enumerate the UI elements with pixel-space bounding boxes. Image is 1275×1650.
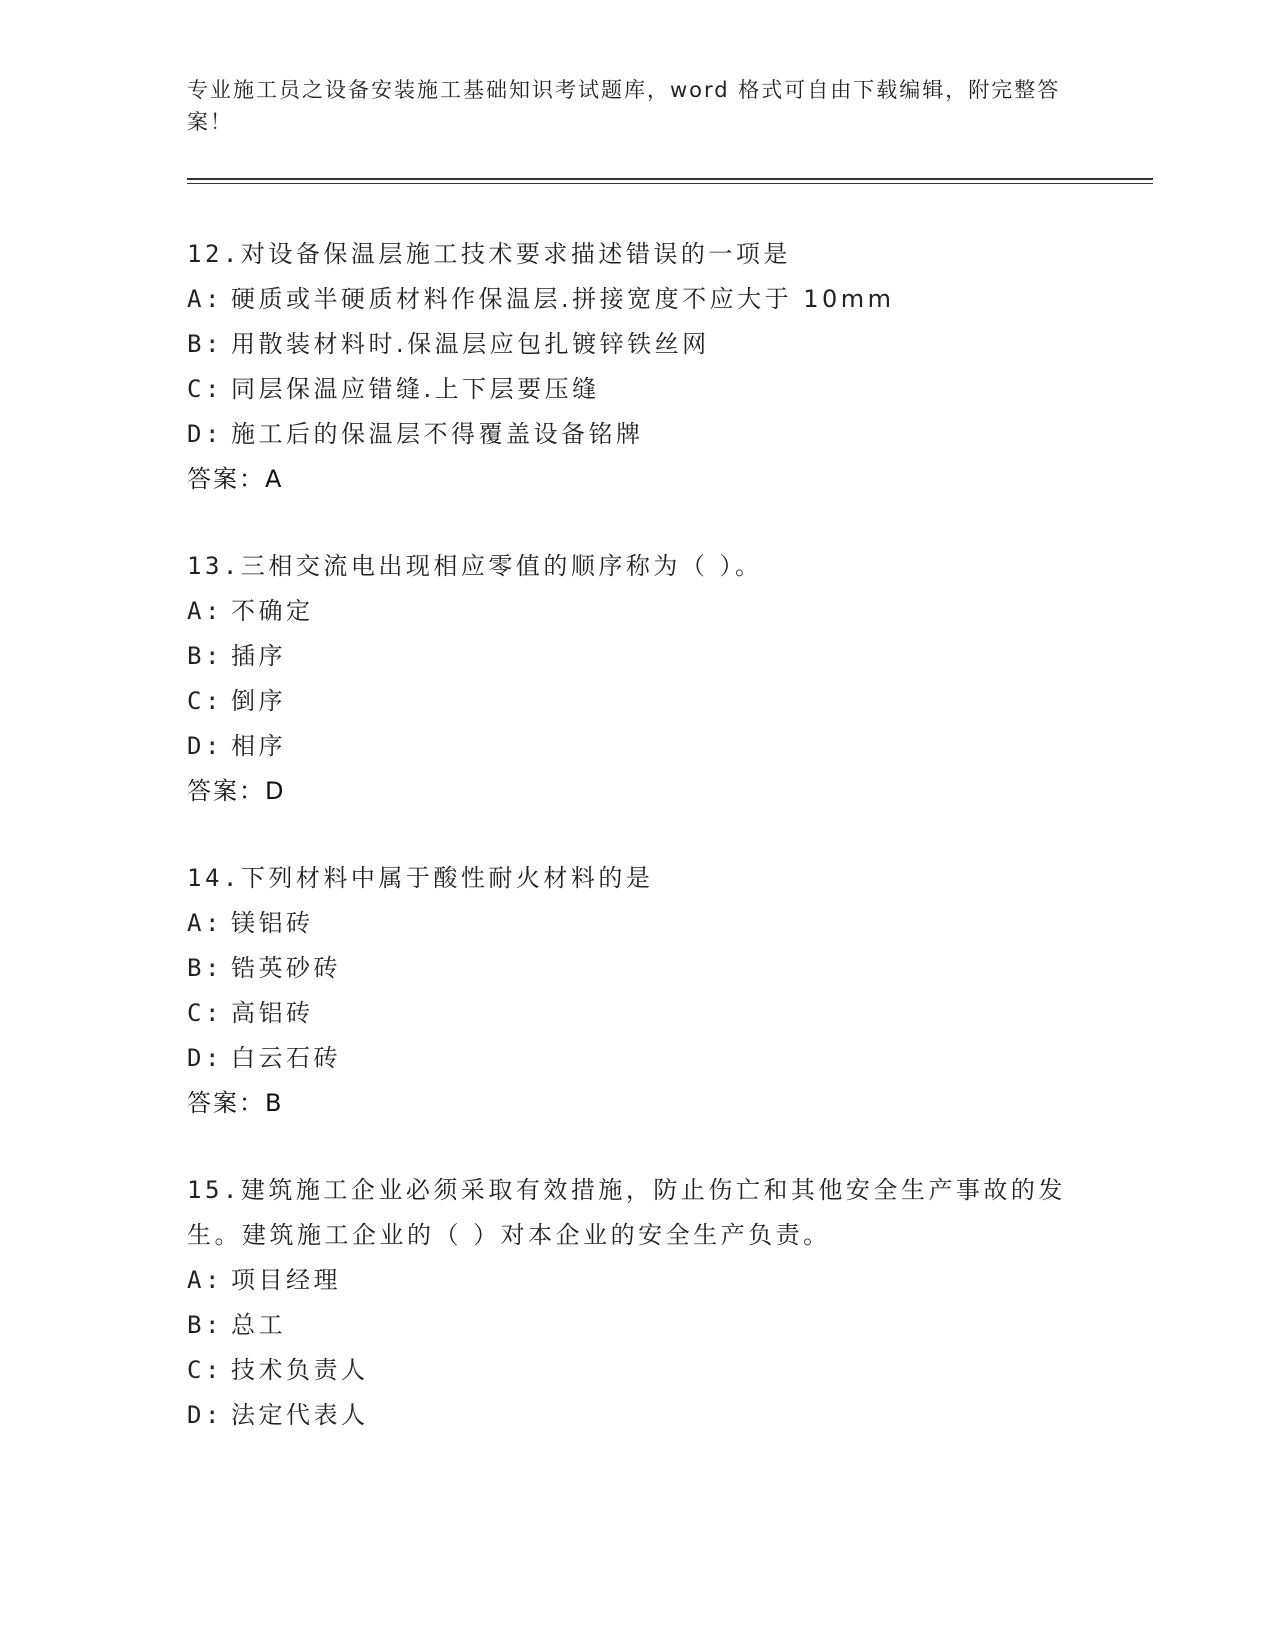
option-text: 镁铝砖 xyxy=(231,909,314,937)
option-text: 硬质或半硬质材料作保温层.拼接宽度不应大于 10mm xyxy=(231,285,895,313)
option-text: 用散装材料时.保温层应包扎镀锌铁丝网 xyxy=(231,330,710,358)
question-number: 13. xyxy=(187,552,241,580)
option-d xyxy=(187,1036,1087,1081)
option-d xyxy=(187,1393,1087,1438)
question-12 xyxy=(187,232,1087,502)
option-text: 插序 xyxy=(231,642,286,670)
question-15 xyxy=(187,1168,1087,1438)
option-text: 总工 xyxy=(231,1311,286,1339)
question-number: 15. xyxy=(187,1176,241,1204)
option-key: A: xyxy=(187,1266,223,1294)
option-key: C: xyxy=(187,687,223,715)
answer-line: 答案：D xyxy=(187,777,286,805)
option-key: B: xyxy=(187,642,223,670)
question-text: 对设备保温层施工技术要求描述错误的一项是 xyxy=(240,240,791,268)
question-stem xyxy=(187,544,1087,589)
option-key: D: xyxy=(187,732,223,760)
option-text: 技术负责人 xyxy=(231,1356,369,1384)
option-key: B: xyxy=(187,1311,223,1339)
question-list xyxy=(187,232,1087,1480)
option-key: C: xyxy=(187,999,223,1027)
option-b xyxy=(187,322,1087,367)
option-b xyxy=(187,1303,1087,1348)
option-b xyxy=(187,634,1087,679)
option-text: 高铝砖 xyxy=(231,999,314,1027)
option-key: D: xyxy=(187,1044,223,1072)
answer-line: 答案：B xyxy=(187,1089,284,1117)
option-c xyxy=(187,679,1087,724)
option-d xyxy=(187,724,1087,769)
question-text: 三相交流电出现相应零值的顺序称为（ ）。 xyxy=(240,552,763,580)
option-key: A: xyxy=(187,597,223,625)
option-key: D: xyxy=(187,420,223,448)
question-stem xyxy=(187,232,1087,277)
option-b xyxy=(187,946,1087,991)
option-text: 相序 xyxy=(231,732,286,760)
option-text: 白云石砖 xyxy=(231,1044,341,1072)
option-text: 锆英砂砖 xyxy=(231,954,341,982)
option-text: 同层保温应错缝.上下层要压缝 xyxy=(231,375,600,403)
option-a xyxy=(187,277,1087,322)
option-a xyxy=(187,589,1087,634)
option-key: C: xyxy=(187,375,223,403)
option-key: D: xyxy=(187,1401,223,1429)
option-a xyxy=(187,1258,1087,1303)
option-c xyxy=(187,991,1087,1036)
option-key: B: xyxy=(187,330,223,358)
option-c xyxy=(187,367,1087,412)
question-14 xyxy=(187,856,1087,1126)
question-number: 14. xyxy=(187,864,241,892)
question-text: 建筑施工企业必须采取有效措施，防止伤亡和其他安全生产事故的发生。建筑施工企业的（ ）对本企业的安全生产负责。 xyxy=(187,1176,1066,1249)
question-text: 下列材料中属于酸性耐火材料的是 xyxy=(240,864,654,892)
option-text: 不确定 xyxy=(231,597,314,625)
option-text: 法定代表人 xyxy=(231,1401,369,1429)
option-text: 倒序 xyxy=(231,687,286,715)
option-key: C: xyxy=(187,1356,223,1384)
option-text: 项目经理 xyxy=(231,1266,341,1294)
option-d xyxy=(187,412,1087,457)
document-header: 专业施工员之设备安装施工基础知识考试题库，word 格式可自由下载编辑，附完整答案！ xyxy=(187,78,1061,134)
answer-line: 答案：A xyxy=(187,465,284,493)
question-stem xyxy=(187,856,1087,901)
option-a xyxy=(187,901,1087,946)
option-key: A: xyxy=(187,285,223,313)
header-rule-thick xyxy=(187,178,1153,180)
option-key: A: xyxy=(187,909,223,937)
option-c xyxy=(187,1348,1087,1393)
option-key: B: xyxy=(187,954,223,982)
question-stem xyxy=(187,1168,1087,1258)
question-number: 12. xyxy=(187,240,241,268)
header-rule-thin xyxy=(187,183,1153,184)
question-13 xyxy=(187,544,1087,814)
option-text: 施工后的保温层不得覆盖设备铭牌 xyxy=(231,420,644,448)
